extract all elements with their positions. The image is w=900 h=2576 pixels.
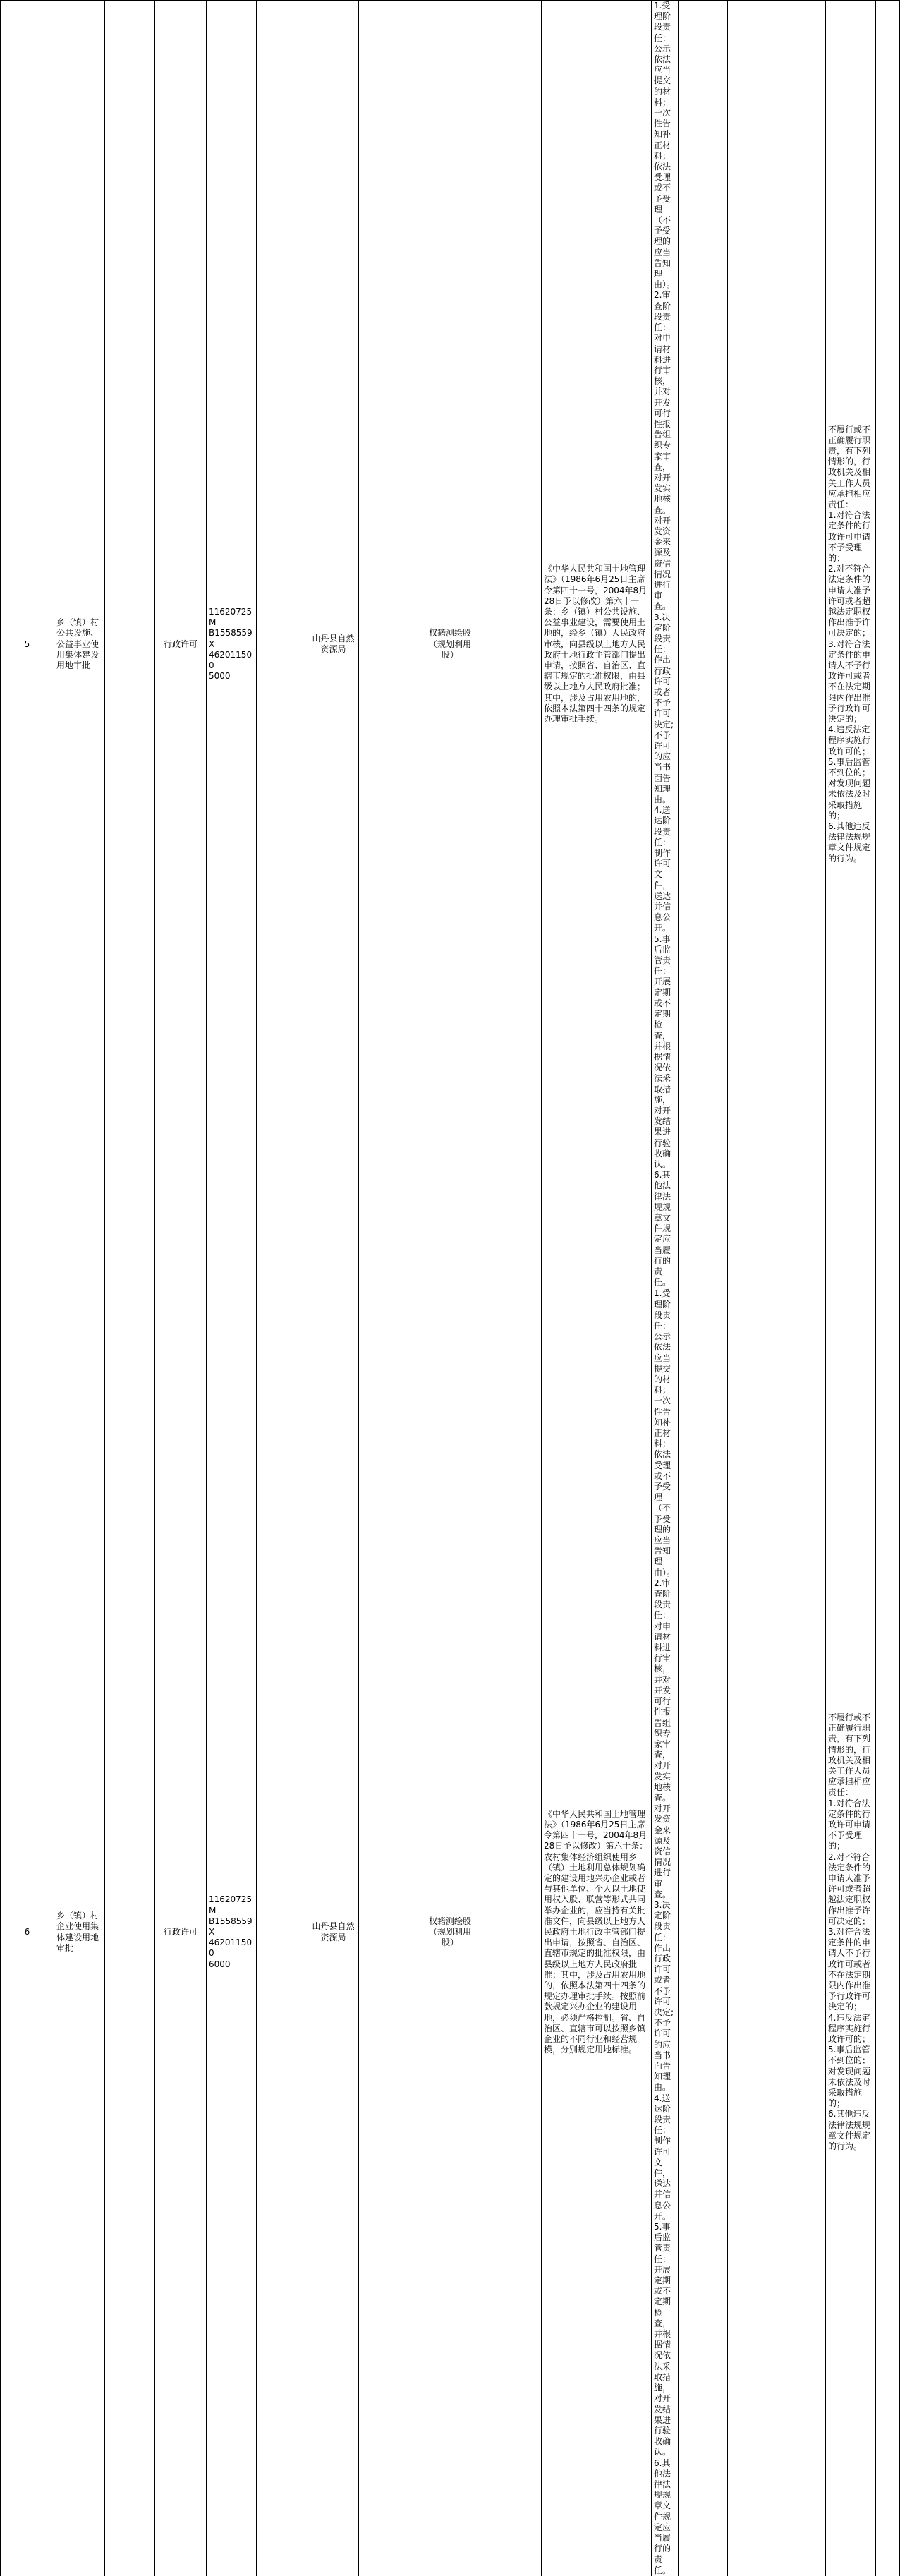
category-cell: 行政许可 — [155, 1, 207, 1288]
empty-cell — [728, 1288, 826, 2576]
department-cell: 山丹县自然 资源局 — [308, 1, 359, 1288]
empty-cell — [698, 1288, 728, 2576]
seq-cell: 6 — [1, 1288, 54, 2576]
duties-cell: 1.受理阶段责任：公示依法应当提交的材料；一次性告知补正材料；依法受理或不予受理（不予受理的应当告知理由）。 2.审查阶段责任：对申请材料进行审核，并对开发可行性报告组织专家审查，对开发实地核查。对开发资金来源及资信情况进行审查。 3.决定阶段责任：作出行政许可或者不予许可决定;不予许可的应当书面告知理由。 4.送达阶段责任：制作许可文件，送达并信息公开。 5.事后监管责任：开展定期或不定期检查，并根据情况依法采取措施，对开发结果进行验收确认。 6.其他法律法规规章文件规定应当履行的责任。 — [652, 1, 679, 1288]
empty-cell — [876, 1, 900, 1288]
category-cell: 行政许可 — [155, 1288, 207, 2576]
empty-cell — [876, 1288, 900, 2576]
table-row — [1, 1288, 900, 2576]
item-name-cell: 乡（镇）村 企业使用集 体建设用地 审批 — [54, 1288, 105, 2576]
accountability-cell: 不履行或不正确履行职责，有下列情形的，行政机关及相关工作人员应承担相应责任： 1.对符合法定条件的行政许可申请不予受理的； 2.对不符合法定条件的申请人准予许可或者超越法定职权作出准予许可决定的； 3.对符合法定条件的申请人不予行政许可或者不在法定期限内作出准予行政许可决定的； 4.违反法定程序实施行政许可的； 5.事后监管不到位的；对发现问题未依法及时采取措施的； 6.其他违反法律法规规章文件规定的行为。 — [826, 1, 876, 1288]
empty-cell — [679, 1288, 698, 2576]
table-row — [1, 1, 900, 1288]
code-cell: 11620725M B1558559X 462011500 5000 — [207, 1, 257, 1288]
accountability-cell: 不履行或不正确履行职责，有下列情形的，行政机关及相关工作人员应承担相应责任： 1.对符合法定条件的行政许可申请不予受理的； 2.对不符合法定条件的申请人准予许可或者超越法定职权作出准予许可决定的； 3.对符合法定条件的申请人不予行政许可或者不在法定期限内作出准予行政许可决定的； 4.违反法定程序实施行政许可的； 5.事后监管不到位的；对发现问题未依法及时采取措施的； 6.其他违反法律法规规章文件规定的行为。 — [826, 1288, 876, 2576]
empty-cell — [698, 1, 728, 1288]
department-cell: 山丹县自然 资源局 — [308, 1288, 359, 2576]
legal-basis-cell: 《中华人民共和国土地管理法》（1986年6月25日主席令第四十一号，2004年8月28日予以修改）第六十一条：乡（镇）村公共设施、公益事业建设，需要使用土地的，经乡（镇）人民政府审核，向县级以上地方人民政府土地行政主管部门提出申请，按照省、自治区、直辖市规定的批准权限，由县级以上地方人民政府批准；其中，涉及占用农用地的，依照本法第四十四条的规定办理审批手续。 — [542, 1, 652, 1288]
empty-cell — [679, 1, 698, 1288]
item-name-cell: 乡（镇）村 公共设施、 公益事业使 用集体建设 用地审批 — [54, 1, 105, 1288]
empty-cell — [257, 1288, 308, 2576]
duties-cell: 1.受理阶段责任：公示依法应当提交的材料；一次性告知补正材料；依法受理或不予受理（不予受理的应当告知理由）。 2.审查阶段责任：对申请材料进行审核，并对开发可行性报告组织专家审查，对开发实地核查。对开发资金来源及资信情况进行审查。 3.决定阶段责任：作出行政许可或者不予许可决定;不予许可的应当书面告知理由。 4.送达阶段责任：制作许可文件，送达并信息公开。 5.事后监管责任：开展定期或不定期检查，并根据情况依法采取措施，对开发结果进行验收确认。 6.其他法律法规规章文件规定应当履行的责任。 — [652, 1288, 679, 2576]
seq-cell: 5 — [1, 1, 54, 1288]
empty-cell — [728, 1, 826, 1288]
empty-cell — [105, 1, 155, 1288]
legal-basis-cell: 《中华人民共和国土地管理法》（1986年6月25日主席令第四十一号，2004年8月28日予以修改）第六十条：农村集体经济组织使用乡（镇）土地利用总体规划确定的建设用地兴办企业或者与其他单位、个人以土地使用权入股、联营等形式共同举办企业的，应当持有关批准文件，向县级以上地方人民政府土地行政主管部门提出申请，按照省、自治区、直辖市规定的批准权限，由县级以上地方人民政府批准；其中，涉及占用农用地的，依照本法第四十四条的规定办理审批手续。按照前款规定兴办企业的建设用地，必须严格控制。省、自治区、直辖市可以按照乡镇企业的不同行业和经营规模，分别规定用地标准。 — [542, 1288, 652, 2576]
code-cell: 11620725M B1558559X 462011500 6000 — [207, 1288, 257, 2576]
empty-cell — [105, 1288, 155, 2576]
office-cell: 权籍测绘股 （规划利用 股） — [359, 1288, 542, 2576]
office-cell: 权籍测绘股 （规划利用 股） — [359, 1, 542, 1288]
empty-cell — [257, 1, 308, 1288]
